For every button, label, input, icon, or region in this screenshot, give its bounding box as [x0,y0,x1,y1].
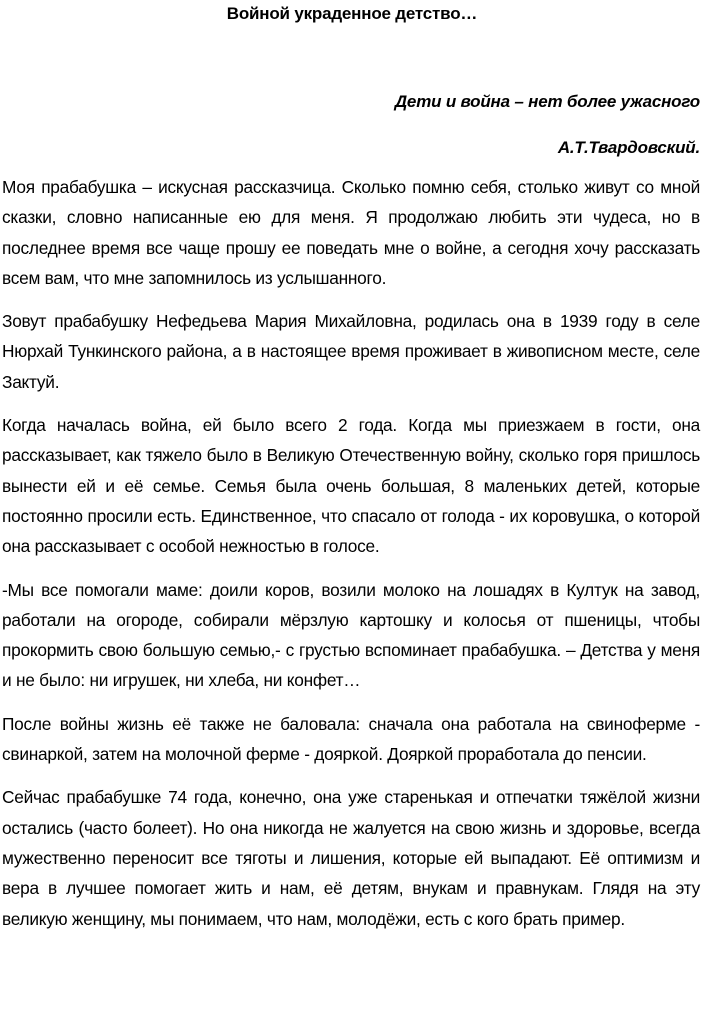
document-body [2,172,700,947]
paragraph: Моя прабабушка – искусная рассказчица. Сколько помню себя, столько живут со мной сказки, словно написанные ею для меня. Я продолжаю любить эти чудеса, но в последнее время все чаще прошу ее поведать мне о войне, а сегодня хочу рассказать всем вам, что мне запомнилось из услышанного. [2,177,700,288]
epigraph-quote: Дети и война – нет более ужасного [394,92,700,111]
document-title: Войной украденное детство… [226,4,478,23]
paragraph: После войны жизнь её также не баловала: сначала она работала на свиноферме - свинаркой, затем на молочной ферме - дояркой. Дояркой проработала до пенсии. [2,713,700,765]
paragraph: Зовут прабабушку Нефедьева Мария Михайловна, родилась она в 1939 году в селе Нюрхай Тункинского района, а в настоящее время проживает в живописном месте, селе Зактуй. [2,311,700,392]
paragraph: Когда началась война, ей было всего 2 года. Когда мы приезжаем в гости, она рассказывает, как тяжело было в Великую Отечественную войну, сколько горя пришлось вынести ей и её семье. Семья была очень большая, 8 маленьких детей, которые постоянно просили есть. Единственное, что спасало от голода - их коровушка, о которой она рассказывает с особой нежностью в голосе. [2,415,700,557]
paragraph: Сейчас прабабушке 74 года, конечно, она уже старенькая и отпечатки тяжёлой жизни остались (часто болеет). Но она никогда не жалуется на свою жизнь и здоровье, всегда мужественно переносит все тяготы и лишения, которые ей выпадают. Её оптимизм и вера в лучшее помогает жить и нам, её детям, внукам и правнукам. Глядя на эту великую женщину, мы понимаем, что нам, молодёжи, есть с кого брать пример. [2,787,700,929]
paragraph: -Мы все помогали маме: доили коров, возили молоко на лошадях в Култук на завод, работали на огороде, собирали мёрзлую картошку и колосья от пшеницы, чтобы прокормить свою большую семью,- с грустью вспоминает прабабушка. – Детства у меня и не было: ни игрушек, ни хлеба, ни конфет… [2,579,700,691]
epigraph-author: А.Т.Твардовский. [557,138,700,157]
